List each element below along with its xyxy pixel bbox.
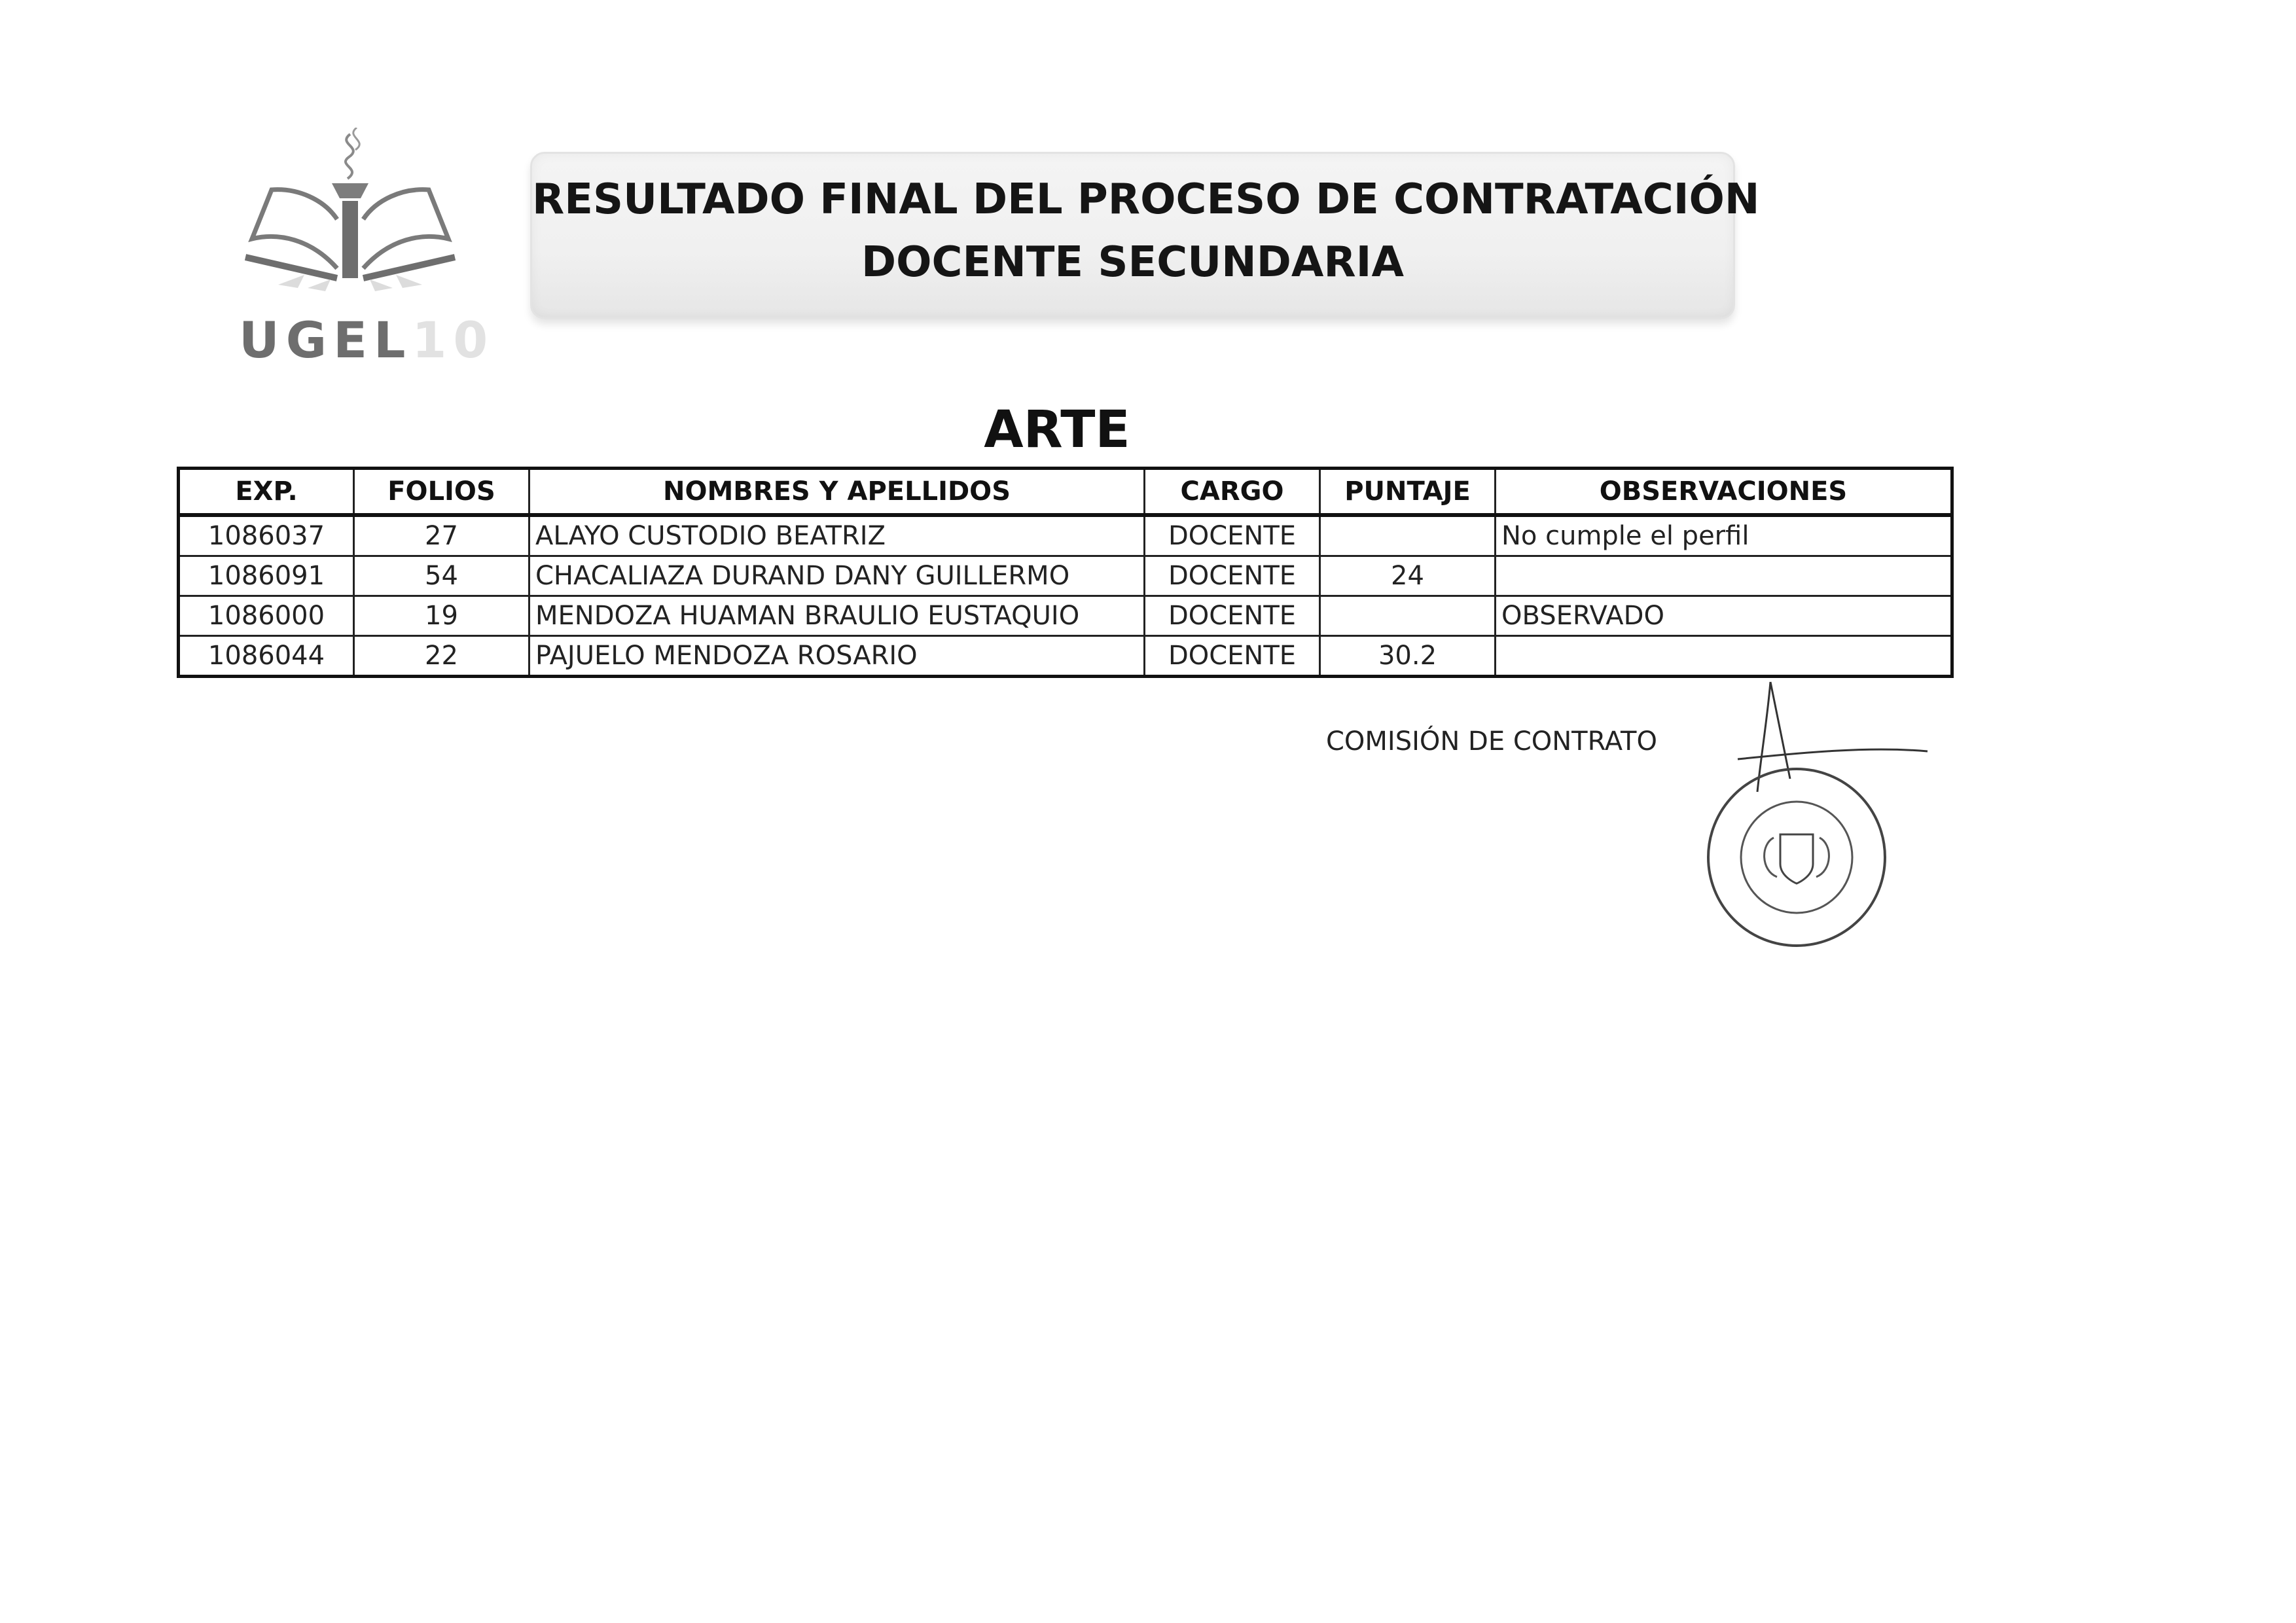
cell-folios: 54 (354, 556, 529, 596)
table-row (179, 515, 1952, 556)
cell-cargo: DOCENTE (1145, 515, 1320, 556)
page-title: RESULTADO FINAL DEL PROCESO DE CONTRATACIÓN (532, 175, 1760, 224)
logo-wordmark-text: UGEL (239, 311, 412, 369)
cell-puntaje: 24 (1320, 556, 1496, 596)
cell-name: ALAYO CUSTODIO BEATRIZ (529, 515, 1145, 556)
cell-cargo: DOCENTE (1145, 596, 1320, 636)
cell-observaciones: No cumple el perfil (1496, 515, 1952, 556)
logo-wordmark-number: 10 (412, 311, 495, 369)
official-stamp (1640, 681, 1947, 955)
cell-exp: 1086000 (179, 596, 354, 636)
section-title: ARTE (984, 401, 1130, 459)
cell-puntaje (1320, 596, 1496, 636)
table-header-row (179, 469, 1952, 516)
logo-wordmark (239, 311, 494, 369)
cell-name: MENDOZA HUAMAN BRAULIO EUSTAQUIO (529, 596, 1145, 636)
cell-folios: 22 (354, 636, 529, 677)
table-row (179, 636, 1952, 677)
ugel-logo (232, 128, 495, 383)
column-header-cargo: CARGO (1145, 469, 1320, 516)
cell-name: CHACALIAZA DURAND DANY GUILLERMO (529, 556, 1145, 596)
cell-exp: 1086091 (179, 556, 354, 596)
column-header-observaciones: OBSERVACIONES (1496, 469, 1952, 516)
cell-observaciones (1496, 556, 1952, 596)
table-row (179, 596, 1952, 636)
commission-label: COMISIÓN DE CONTRATO (1326, 726, 1657, 757)
cell-cargo: DOCENTE (1145, 636, 1320, 677)
cell-puntaje (1320, 515, 1496, 556)
table-row (179, 556, 1952, 596)
results-table (177, 467, 1954, 678)
page-subtitle: DOCENTE SECUNDARIA (861, 238, 1405, 287)
torch-book-logo-icon (232, 128, 468, 311)
peru-coat-of-arms-stamp-icon (1640, 681, 1947, 955)
cell-puntaje: 30.2 (1320, 636, 1496, 677)
cell-name: PAJUELO MENDOZA ROSARIO (529, 636, 1145, 677)
cell-folios: 19 (354, 596, 529, 636)
title-banner (530, 152, 1760, 319)
cell-folios: 27 (354, 515, 529, 556)
cell-exp: 1086037 (179, 515, 354, 556)
column-header-exp: EXP. (179, 469, 354, 516)
column-header-folios: FOLIOS (354, 469, 529, 516)
cell-exp: 1086044 (179, 636, 354, 677)
column-header-names: NOMBRES Y APELLIDOS (529, 469, 1145, 516)
cell-observaciones (1496, 636, 1952, 677)
cell-cargo: DOCENTE (1145, 556, 1320, 596)
cell-observaciones: OBSERVADO (1496, 596, 1952, 636)
column-header-puntaje: PUNTAJE (1320, 469, 1496, 516)
